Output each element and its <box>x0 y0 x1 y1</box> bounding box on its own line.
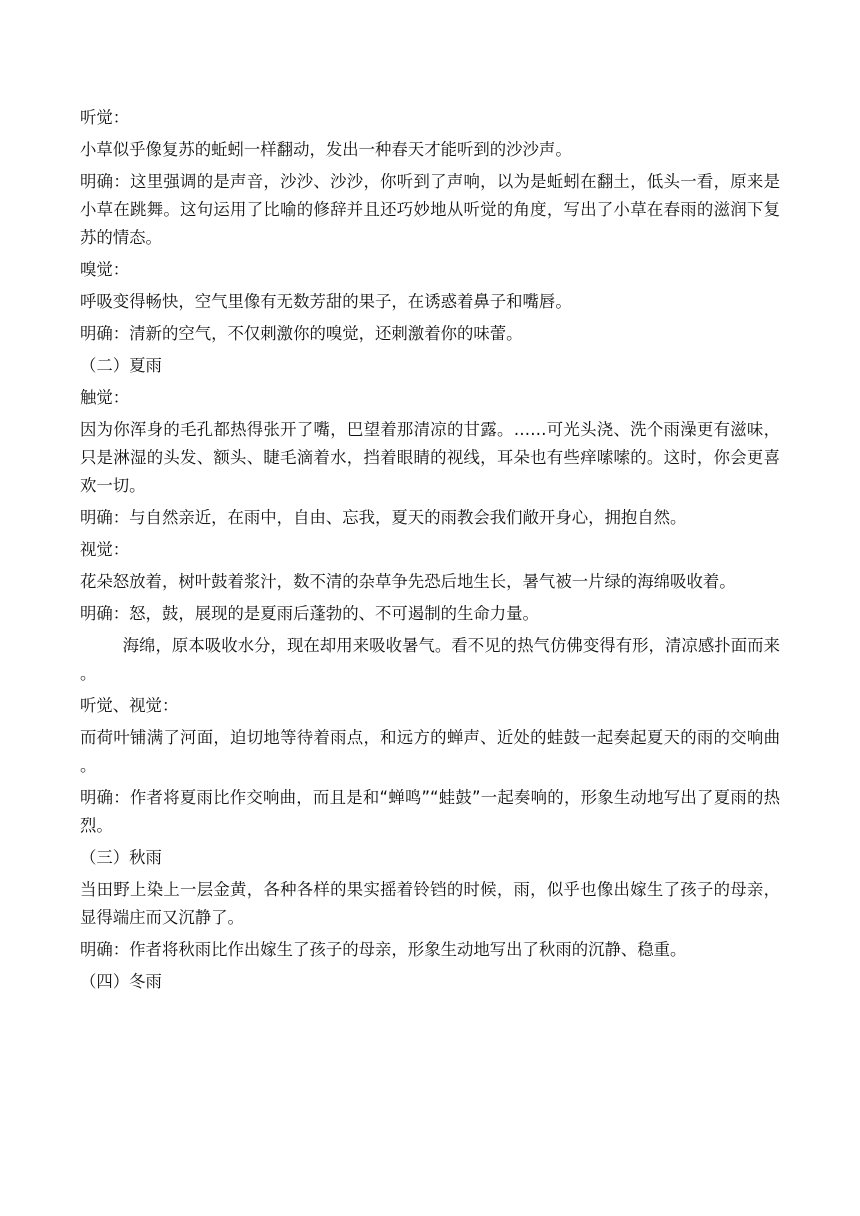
paragraph: 小草似乎像复苏的蚯蚓一样翻动，发出一种春天才能听到的沙沙声。 <box>80 140 572 159</box>
section-heading: （二）夏雨 <box>80 356 162 375</box>
paragraph: 呼吸变得畅快，空气里像有无数芳甜的果子，在诱惑着鼻子和嘴唇。 <box>80 292 572 311</box>
paragraph: 明确：作者将秋雨比作出嫁生了孩子的母亲，形象生动地写出了秋雨的沉静、稳重。 <box>80 940 687 959</box>
paragraph-label: 视觉： <box>80 540 130 559</box>
section-heading: （三）秋雨 <box>80 848 162 867</box>
paragraph: 因为你浑身的毛孔都热得张开了嘴，巴望着那清凉的甘露。……可光头浇、洗个雨澡更有滋味，只是淋湿的头发、额头、睫毛滴着水，挡着眼睛的视线，耳朵也有些痒嗦嗦的。这时，你会更喜欢一切。 <box>80 420 780 495</box>
document-body <box>80 104 780 1000</box>
paragraph: 当田野上染上一层金黄，各种各样的果实摇着铃铛的时候，雨，似乎也像出嫁生了孩子的母亲，显得端庄而又沉静了。 <box>80 880 780 927</box>
paragraph: 而荷叶铺满了河面，迫切地等待着雨点，和远方的蝉声、近处的蛙鼓一起奏起夏天的雨的交响曲。 <box>80 728 780 775</box>
section-heading: （四）冬雨 <box>80 972 162 991</box>
paragraph: 明确：清新的空气，不仅刺激你的嗅觉，还刺激着你的味蕾。 <box>80 324 523 343</box>
paragraph-label: 嗅觉： <box>80 260 130 279</box>
paragraph-indented: 海绵，原本吸收水分，现在却用来吸收暑气。看不见的热气仿佛变得有形，清凉感扑面而来。 <box>80 636 780 683</box>
paragraph-label: 听觉、视觉： <box>80 696 179 715</box>
paragraph-label: 触觉： <box>80 388 130 407</box>
paragraph: 明确：这里强调的是声音，沙沙、沙沙，你听到了声响，以为是蚯蚓在翻土，低头一看，原来是小草在跳舞。这句运用了比喻的修辞并且还巧妙地从听觉的角度，写出了小草在春雨的滋润下复苏的情态。 <box>80 172 780 247</box>
paragraph: 花朵怒放着，树叶鼓着浆汁，数不清的杂草争先恐后地生长，暑气被一片绿的海绵吸收着。 <box>80 572 736 591</box>
paragraph: 明确：作者将夏雨比作交响曲，而且是和“蝉鸣”“蛙鼓”一起奏响的，形象生动地写出了夏雨的热烈。 <box>80 788 780 835</box>
paragraph: 明确：与自然亲近，在雨中，自由、忘我，夏天的雨教会我们敞开身心，拥抱自然。 <box>80 508 687 527</box>
paragraph-label: 听觉： <box>80 108 130 127</box>
paragraph: 明确：怒，鼓，展现的是夏雨后蓬勃的、不可遏制的生命力量。 <box>80 604 539 623</box>
